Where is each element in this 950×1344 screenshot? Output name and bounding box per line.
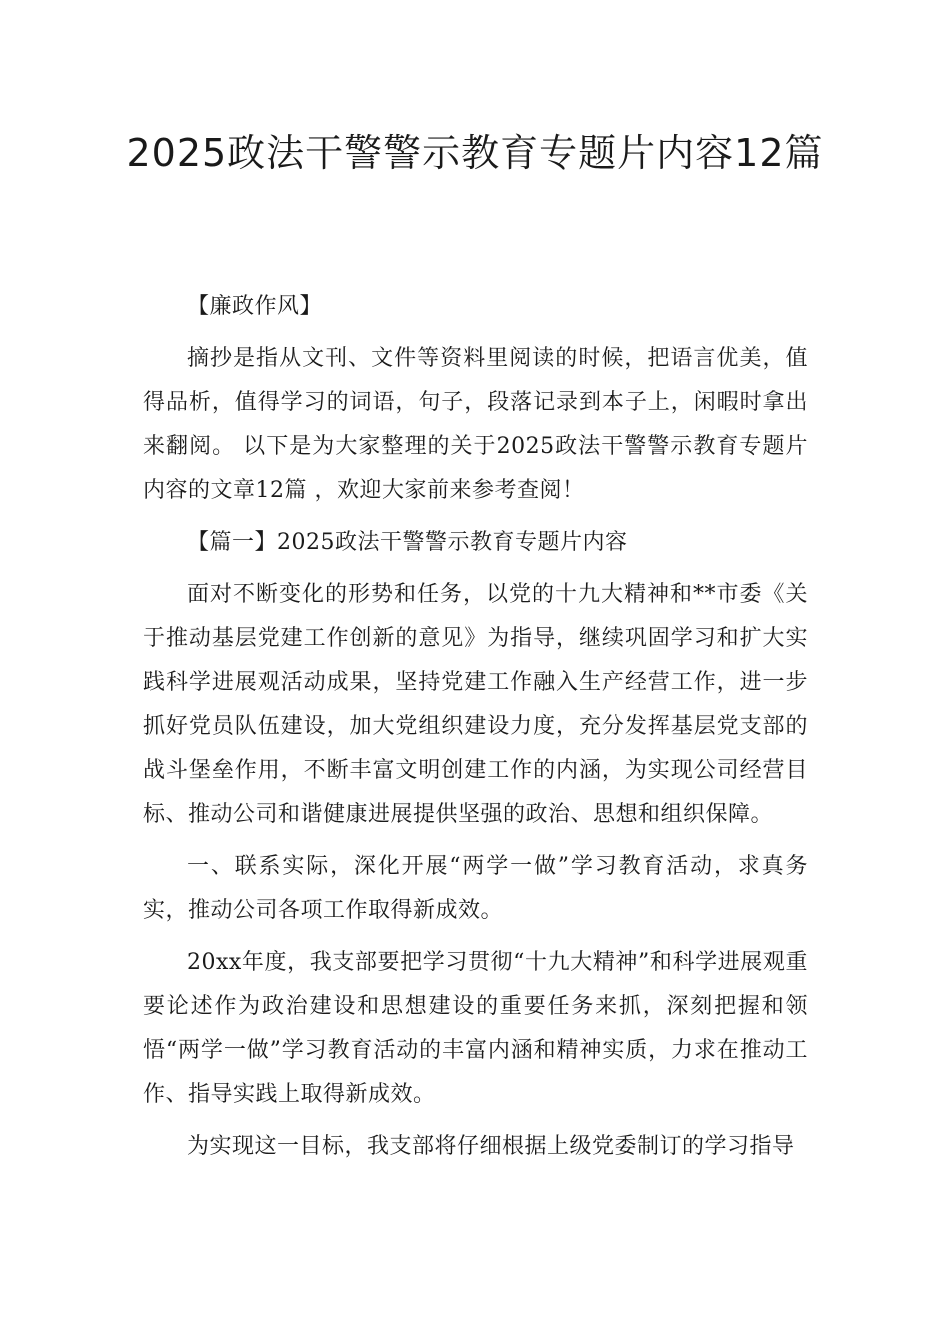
body-paragraph: 面对不断变化的形势和任务，以党的十九大精神和**市委《关于推动基层党建工作创新的意见》为指导，继续巩固学习和扩大实践科学进展观活动成果，坚持党建工作融入生产经营工作，进一步抓好党员队伍建设，加大党组织建设力度，充分发挥基层党支部的战斗堡垒作用，不断丰富文明创建工作的内涵，为实现公司经营目标、推动公司和谐健康进展提供坚强的政治、思想和组织保障。 xyxy=(143,582,808,827)
body-paragraph: 20xx年度，我支部要把学习贯彻“十九大精神”和科学进展观重要论述作为政治建设和思想建设的重要任务来抓，深刻把握和领悟“两学一做”学习教育活动的丰富内涵和精神实质，力求在推动工作、指导实践上取得新成效。 xyxy=(143,950,808,1107)
section-heading-part-one: 【篇一】2025政法干警警示教育专题片内容 xyxy=(187,530,628,555)
body-paragraph: 为实现这一目标，我支部将仔细根据上级党委制订的学习指导 xyxy=(187,1134,795,1159)
intro-paragraph: 摘抄是指从文刊、文件等资料里阅读的时候，把语言优美，值得品析，值得学习的词语，句子，段落记录到本子上，闲暇时拿出来翻阅。 以下是为大家整理的关于2025政法干警警示教育专题片内容的文章12篇 ，欢迎大家前来参考查阅！ xyxy=(143,346,808,503)
document-title: 2025政法干警警示教育专题片内容12篇 xyxy=(126,131,824,175)
document-body xyxy=(143,285,808,1169)
category-label: 【廉政作风】 xyxy=(187,294,323,319)
body-paragraph: 一、联系实际，深化开展“两学一做”学习教育活动，求真务实，推动公司各项工作取得新成效。 xyxy=(143,854,808,923)
